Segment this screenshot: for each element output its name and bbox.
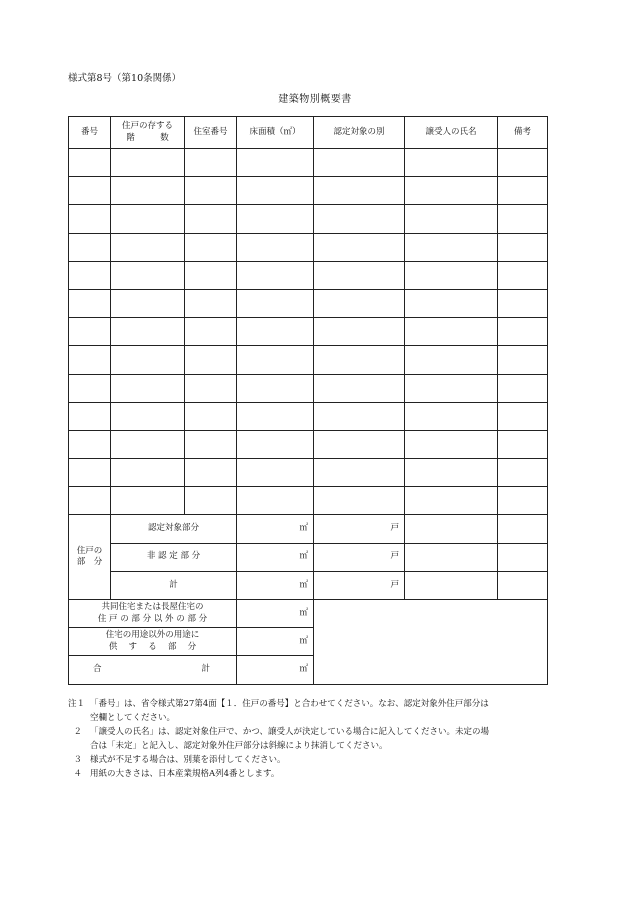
cell-area[interactable] <box>237 346 314 374</box>
cell-name[interactable] <box>405 205 498 233</box>
cell-number[interactable] <box>69 261 111 289</box>
subtotal-blank-cell[interactable] <box>405 571 498 599</box>
cell-certification[interactable] <box>314 289 405 317</box>
noncertified-part-label: 非 認 定 部 分 <box>111 543 237 571</box>
cell-remarks[interactable] <box>498 289 548 317</box>
summary-row-certified <box>69 515 548 543</box>
cell-floor[interactable] <box>111 149 185 177</box>
cell-number[interactable] <box>69 459 111 487</box>
cell-area[interactable] <box>237 487 314 515</box>
cell-room[interactable] <box>185 261 237 289</box>
cell-number[interactable] <box>69 233 111 261</box>
cell-number[interactable] <box>69 346 111 374</box>
cell-floor[interactable] <box>111 205 185 233</box>
note-3-text: 様式が不足する場合は、別葉を添付してください。 <box>90 755 286 765</box>
notes-section <box>68 697 550 781</box>
cell-remarks[interactable] <box>498 374 548 402</box>
note-2 <box>68 725 550 753</box>
cell-name[interactable] <box>405 177 498 205</box>
cell-room[interactable] <box>185 402 237 430</box>
header-floor <box>111 117 185 149</box>
table-row <box>69 430 548 458</box>
note-4-text: 用紙の大きさは、日本産業規格A列4番とします。 <box>90 769 280 779</box>
table-row <box>69 261 548 289</box>
cell-room[interactable] <box>185 233 237 261</box>
noncertified-count-cell[interactable]: 戸 <box>314 543 405 571</box>
cell-floor[interactable] <box>111 487 185 515</box>
cell-certification[interactable] <box>314 430 405 458</box>
table-row <box>69 318 548 346</box>
cell-floor[interactable] <box>111 459 185 487</box>
common-part-line2: 住 戸 の 部 分 以 外 の 部 分 <box>97 613 208 624</box>
cell-name[interactable] <box>405 318 498 346</box>
cell-area[interactable] <box>237 233 314 261</box>
grand-total-char1: 合 <box>93 664 102 675</box>
non-residential-label <box>69 628 237 656</box>
cell-name[interactable] <box>405 289 498 317</box>
cell-area[interactable] <box>237 205 314 233</box>
cell-area[interactable] <box>237 430 314 458</box>
certified-part-label: 認定対象部分 <box>111 515 237 543</box>
cell-area[interactable] <box>237 318 314 346</box>
cell-room[interactable] <box>185 346 237 374</box>
cell-remarks[interactable] <box>498 487 548 515</box>
note-1-line2: 空欄としてください。 <box>90 713 176 723</box>
cell-floor[interactable] <box>111 233 185 261</box>
certified-area-cell[interactable]: ㎡ <box>237 515 314 543</box>
header-row <box>69 117 548 149</box>
cell-area[interactable] <box>237 261 314 289</box>
cell-name[interactable] <box>405 402 498 430</box>
summary-row-subtotal <box>69 571 548 599</box>
cell-floor[interactable] <box>111 346 185 374</box>
cell-floor[interactable] <box>111 374 185 402</box>
building-summary-table <box>68 116 548 685</box>
cell-number[interactable] <box>69 149 111 177</box>
cell-floor[interactable] <box>111 177 185 205</box>
summary-row-common <box>69 600 548 628</box>
non-residential-area-cell[interactable]: ㎡ <box>237 628 314 656</box>
table-row <box>69 233 548 261</box>
note-2-number: ２ <box>73 727 82 737</box>
header-certification: 認定対象の別 <box>314 117 405 149</box>
dwelling-part-line1: 住戸の <box>76 545 103 556</box>
note-3-number: ３ <box>73 755 82 765</box>
cell-certification[interactable] <box>314 318 405 346</box>
cell-certification[interactable] <box>314 487 405 515</box>
note-2-line2: 合は「未定」と記入し、認定対象外住戸部分は斜線により抹消してください。 <box>90 741 388 751</box>
cell-certification[interactable] <box>314 402 405 430</box>
cell-room[interactable] <box>185 289 237 317</box>
note-2-text <box>90 725 550 753</box>
cell-certification[interactable] <box>314 205 405 233</box>
cell-certification[interactable] <box>314 459 405 487</box>
cell-certification[interactable] <box>314 261 405 289</box>
header-floor-area: 床面積（㎡） <box>237 117 314 149</box>
cell-remarks[interactable] <box>498 346 548 374</box>
cell-name[interactable] <box>405 149 498 177</box>
common-area-cell[interactable]: ㎡ <box>237 600 314 628</box>
subtotal-remarks-cell[interactable] <box>498 571 548 599</box>
cell-room[interactable] <box>185 487 237 515</box>
table-row <box>69 374 548 402</box>
noncertified-blank-cell[interactable] <box>405 543 498 571</box>
cell-floor[interactable] <box>111 430 185 458</box>
header-remarks: 備考 <box>498 117 548 149</box>
header-number: 番号 <box>69 117 111 149</box>
subtotal-count-cell[interactable]: 戸 <box>314 571 405 599</box>
table-row <box>69 346 548 374</box>
table-row <box>69 177 548 205</box>
noncertified-remarks-cell[interactable] <box>498 543 548 571</box>
cell-remarks[interactable] <box>498 177 548 205</box>
cell-area[interactable] <box>237 177 314 205</box>
note-2-line1: 「譲受人の氏名」は、認定対象住戸で、かつ、譲受人が決定している場合に記入してください。未定の場 <box>90 727 489 737</box>
cell-room[interactable] <box>185 177 237 205</box>
note-1 <box>68 697 550 725</box>
cell-number[interactable] <box>69 318 111 346</box>
table-row <box>69 205 548 233</box>
table-row <box>69 289 548 317</box>
header-floor-line1: 住戸の存する <box>121 121 173 132</box>
dwelling-part-label <box>69 515 111 600</box>
cell-remarks[interactable] <box>498 402 548 430</box>
cell-room[interactable] <box>185 459 237 487</box>
cell-name[interactable] <box>405 430 498 458</box>
cell-number[interactable] <box>69 487 111 515</box>
grand-total-label <box>69 656 237 684</box>
cell-certification[interactable] <box>314 149 405 177</box>
cell-area[interactable] <box>237 459 314 487</box>
cell-room[interactable] <box>185 318 237 346</box>
certified-count-cell[interactable]: 戸 <box>314 515 405 543</box>
cell-remarks[interactable] <box>498 233 548 261</box>
cell-number[interactable] <box>69 430 111 458</box>
form-number: 様式第8号（第10条関係） <box>68 73 182 84</box>
header-room-number: 住室番号 <box>185 117 237 149</box>
cell-remarks[interactable] <box>498 459 548 487</box>
subtotal-area-cell[interactable]: ㎡ <box>237 571 314 599</box>
common-part-label <box>69 600 237 628</box>
cell-remarks[interactable] <box>498 205 548 233</box>
cell-area[interactable] <box>237 402 314 430</box>
subtotal-label: 計 <box>111 571 237 599</box>
non-residential-line2: 供 す る 部 分 <box>108 641 197 652</box>
cell-area[interactable] <box>237 289 314 317</box>
certified-blank-cell[interactable] <box>405 515 498 543</box>
noncertified-area-cell[interactable]: ㎡ <box>237 543 314 571</box>
cell-floor[interactable] <box>111 318 185 346</box>
cell-certification[interactable] <box>314 177 405 205</box>
note-3 <box>68 753 550 767</box>
cell-floor[interactable] <box>111 289 185 317</box>
cell-number[interactable] <box>69 205 111 233</box>
cell-area[interactable] <box>237 149 314 177</box>
table-row <box>69 487 548 515</box>
cell-remarks[interactable] <box>498 261 548 289</box>
cell-certification[interactable] <box>314 233 405 261</box>
cell-number[interactable] <box>69 374 111 402</box>
cell-room[interactable] <box>185 430 237 458</box>
table-row <box>69 149 548 177</box>
header-transferee-name: 譲受人の氏名 <box>405 117 498 149</box>
note-1-text <box>90 697 550 725</box>
common-part-line1: 共同住宅または長屋住宅の <box>101 602 204 613</box>
cell-number[interactable] <box>69 177 111 205</box>
cell-room[interactable] <box>185 374 237 402</box>
cell-remarks[interactable] <box>498 149 548 177</box>
cell-area[interactable] <box>237 374 314 402</box>
cell-floor[interactable] <box>111 261 185 289</box>
table-row <box>69 459 548 487</box>
table-row <box>69 402 548 430</box>
cell-remarks[interactable] <box>498 430 548 458</box>
certified-remarks-cell[interactable] <box>498 515 548 543</box>
cell-name[interactable] <box>405 459 498 487</box>
cell-floor[interactable] <box>111 402 185 430</box>
note-1-number: 注１ <box>68 699 86 709</box>
note-4-number: ４ <box>73 769 82 779</box>
cell-number[interactable] <box>69 402 111 430</box>
grand-total-area-cell[interactable]: ㎡ <box>237 656 314 684</box>
blank-summary-area <box>314 600 548 685</box>
cell-name[interactable] <box>405 261 498 289</box>
cell-certification[interactable] <box>314 346 405 374</box>
cell-name[interactable] <box>405 487 498 515</box>
cell-remarks[interactable] <box>498 318 548 346</box>
summary-row-noncertified <box>69 543 548 571</box>
cell-room[interactable] <box>185 205 237 233</box>
header-floor-line2: 階 数 <box>126 132 169 143</box>
non-residential-line1: 住宅の用途以外の用途に <box>105 630 200 641</box>
grand-total-char2: 計 <box>201 664 210 675</box>
cell-name[interactable] <box>405 346 498 374</box>
note-4 <box>68 767 550 781</box>
cell-name[interactable] <box>405 374 498 402</box>
note-1-line1: 「番号」は、省令様式第27第4面【１．住戸の番号】と合わせてください。なお、認定対象外住戸部分は <box>90 699 489 709</box>
document-title: 建築物別概要書 <box>278 94 352 105</box>
dwelling-part-line2: 部 分 <box>76 557 103 568</box>
cell-certification[interactable] <box>314 374 405 402</box>
cell-number[interactable] <box>69 289 111 317</box>
cell-room[interactable] <box>185 149 237 177</box>
cell-name[interactable] <box>405 233 498 261</box>
